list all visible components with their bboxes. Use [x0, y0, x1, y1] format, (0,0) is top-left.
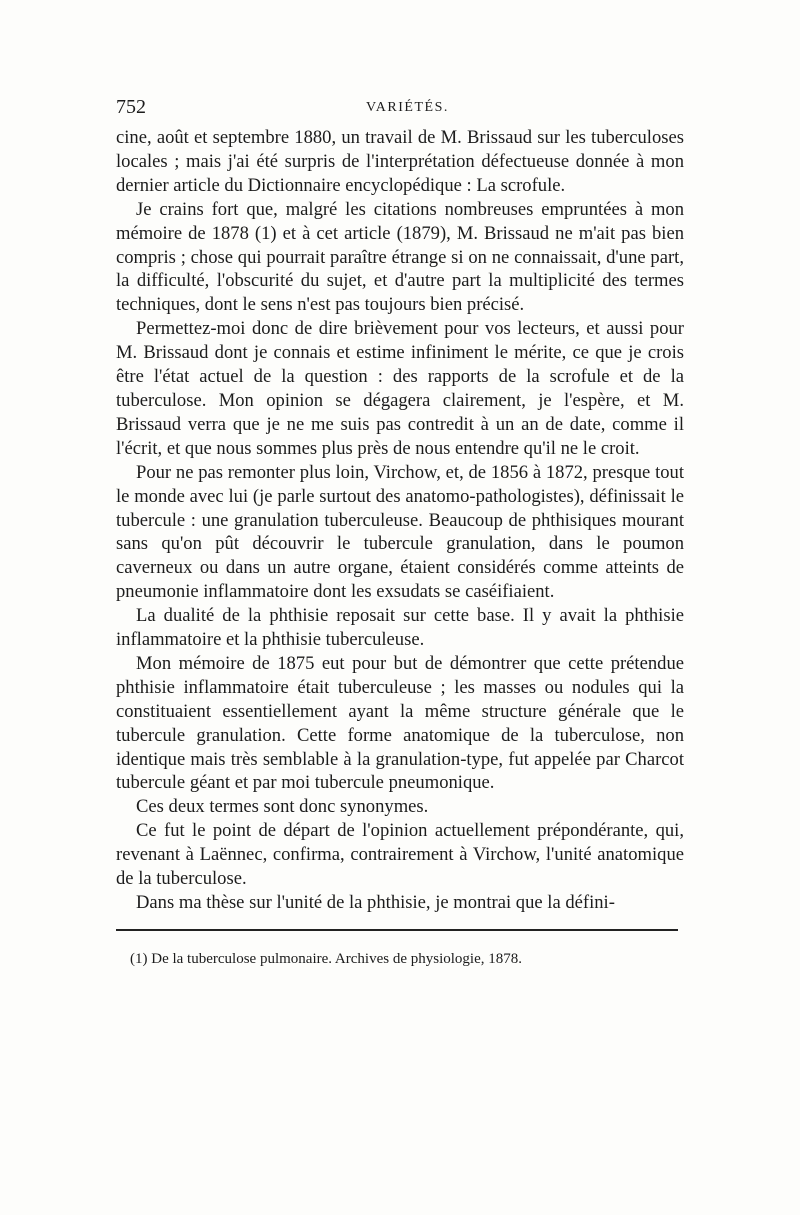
paragraph: Mon mémoire de 1875 eut pour but de démontrer que cette prétendue phthisie inflammatoire était tuberculeuse ; les masses ou nodules qui la constituaient essentiellement ayant la même structure générale que le tubercule granulation. Cette forme anatomique de la tuberculose, non identique mais très semblable à la granulation-type, fut appelée par Charcot tubercule géant et par moi tubercule pneumonique. [116, 652, 684, 794]
body-text [116, 126, 684, 915]
paragraph: La dualité de la phthisie reposait sur cette base. Il y avait la phthisie inflammatoire et la phthisie tuberculeuse. [116, 605, 684, 651]
paragraph: Dans ma thèse sur l'unité de la phthisie, je montrai que la défini- [136, 892, 615, 913]
paragraph: Ce fut le point de départ de l'opinion actuellement prépondérante, qui, revenant à Laënnec, confirma, contrairement à Virchow, l'unité anatomique de la tuberculose. [116, 820, 684, 890]
paragraph: Ces deux termes sont donc synonymes. [136, 796, 429, 818]
document-page [116, 96, 684, 969]
footnote-divider [116, 929, 678, 931]
page-header [116, 96, 684, 126]
footnote: (1) De la tuberculose pulmonaire. Archives de physiologie, 1878. [130, 950, 522, 967]
paragraph: Je crains fort que, malgré les citations nombreuses empruntées à mon mémoire de 1878 (1) et à cet article (1879), M. Brissaud ne m'ait pas bien compris ; chose qui pourrait paraître étrange si on ne connaissait, d'une part, la difficulté, l'obscurité du sujet, et d'autre part la multiplicité des termes techniques, dont le sens n'est pas toujours bien précisé. [116, 198, 684, 316]
paragraph-continuation: cine, août et septembre 1880, un travail de M. Brissaud sur les tuberculoses locales ; mais j'ai été surpris de l'interprétation défectueuse donnée à mon dernier article du Dictionnaire encyclopédique : La scrofule. [116, 127, 684, 196]
paragraph: Permettez-moi donc de dire brièvement pour vos lecteurs, et aussi pour M. Brissaud dont je connais et estime infiniment le mérite, ce que je crois être l'état actuel de la question : des rapports de la scrofule et de la tuberculose. Mon opinion se dégagera clairement, je l'espère, et M. Brissaud verra que je ne me suis pas contredit à un an de date, comme il l'écrit, et que nous sommes plus près de nous entendre qu'il ne le croit. [116, 318, 684, 459]
page-number: 752 [116, 96, 146, 118]
running-head: VARIÉTÉS. [366, 100, 449, 115]
paragraph: Pour ne pas remonter plus loin, Virchow, et, de 1856 à 1872, presque tout le monde avec lui (je parle surtout des anatomo-pathologistes), définissait le tubercule : une granulation tuberculeuse. Beaucoup de phthisiques mourant sans qu'on pût découvrir le tubercule granulation, dans le poumon caverneux ou dans un autre organe, étaient considérés comme atteints de pneumonie inflammatoire dont les exsudats se caséifiaient. [116, 461, 684, 603]
